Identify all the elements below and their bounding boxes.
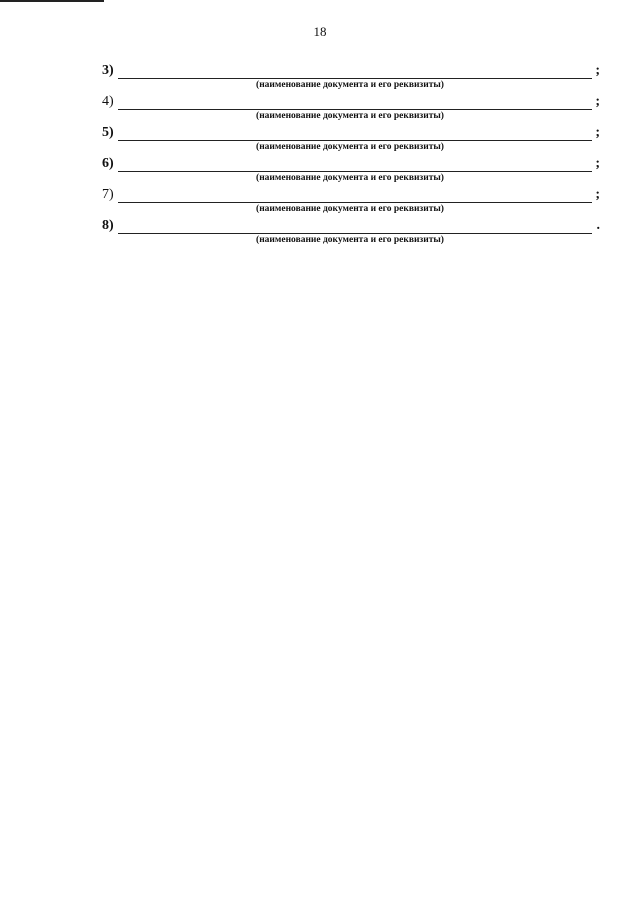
item-terminator: ;: [595, 187, 600, 202]
item-caption: (наименование документа и его реквизиты): [256, 111, 444, 121]
fill-in-line: [118, 202, 592, 203]
list-item: [100, 155, 600, 186]
item-terminator: ;: [595, 63, 600, 78]
item-number: 6): [102, 156, 114, 171]
item-number: 5): [102, 125, 114, 140]
corner-scan-mark: [0, 0, 104, 2]
item-terminator: .: [596, 218, 600, 233]
list-item: [100, 93, 600, 124]
item-line: [100, 155, 600, 173]
item-terminator: ;: [595, 94, 600, 109]
fill-in-line: [118, 78, 592, 79]
document-list: [100, 62, 600, 248]
page-number: 18: [313, 24, 327, 39]
item-line: [100, 186, 600, 204]
item-number: 3): [102, 63, 114, 78]
item-caption: (наименование документа и его реквизиты): [256, 142, 444, 152]
list-item: [100, 217, 600, 248]
fill-in-line: [118, 109, 592, 110]
fill-in-line: [118, 140, 592, 141]
item-number: 4): [102, 94, 114, 109]
item-caption: (наименование документа и его реквизиты): [256, 204, 444, 214]
item-caption: (наименование документа и его реквизиты): [256, 173, 444, 183]
fill-in-line: [118, 233, 592, 234]
item-number: 7): [102, 187, 114, 202]
item-terminator: ;: [595, 125, 600, 140]
item-line: [100, 93, 600, 111]
item-caption: (наименование документа и его реквизиты): [256, 235, 444, 245]
item-line: [100, 217, 600, 235]
item-number: 8): [102, 218, 114, 233]
list-item: [100, 62, 600, 93]
item-line: [100, 124, 600, 142]
item-line: [100, 62, 600, 80]
list-item: [100, 186, 600, 217]
list-item: [100, 124, 600, 155]
item-terminator: ;: [595, 156, 600, 171]
fill-in-line: [118, 171, 592, 172]
item-caption: (наименование документа и его реквизиты): [256, 80, 444, 90]
